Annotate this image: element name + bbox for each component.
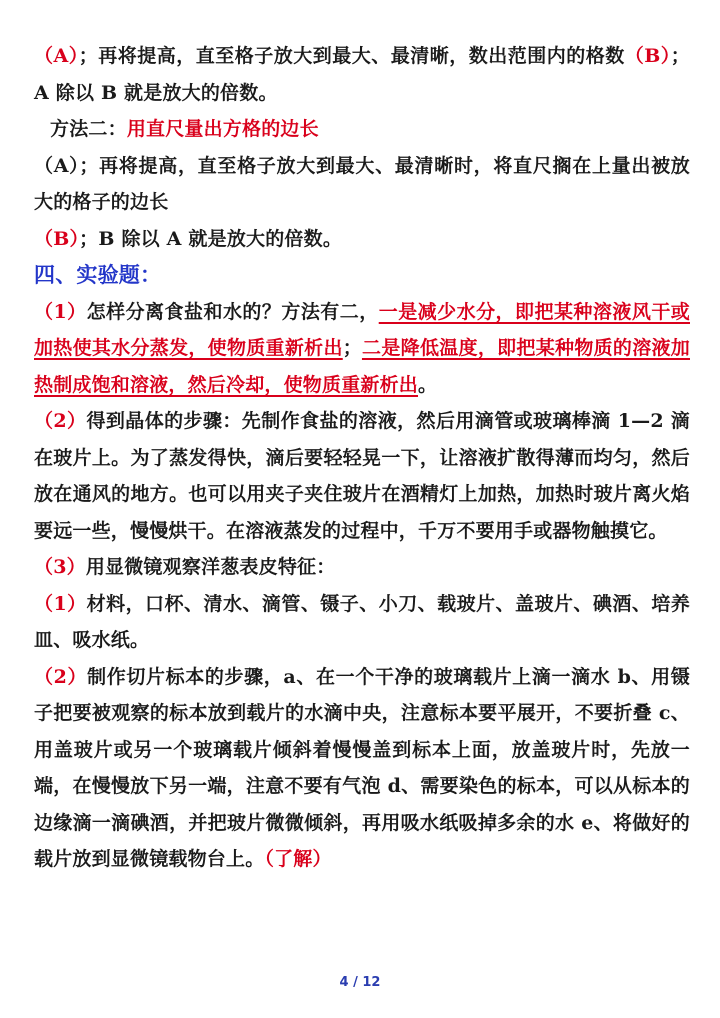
paragraph-question-3 <box>34 549 690 586</box>
text: 材料，口杯、清水、滴管、镊子、小刀、载玻片、盖玻片、碘酒、培养皿、吸水纸。 <box>34 592 690 651</box>
text: ；再将提高，直至格子放大到最大、最清晰，数出范围内的格数 <box>78 45 625 67</box>
text: 制作切片标本的步骤，a、在一个干净的玻璃载片上滴一滴水 b、用镊子把要被观察的标本放到载片的水滴中央，注意标本要平展开，不要折叠 c、用盖玻片或另一个玻璃载片倾斜着慢慢盖到标本上面，放盖玻片时，先放一端，在慢慢放下另一端，注意不要有气泡 d、需要染色的标本，可以从标本的边缘滴一滴碘酒，并把玻片微微倾斜，再用吸水纸吸掉多余的水 e、将做好的载片放到显微镜载物台上。 <box>34 665 690 870</box>
label-b: （B） <box>624 45 671 67</box>
text: ； <box>342 337 362 359</box>
note-tag: （了解） <box>264 848 332 870</box>
item-number: （1） <box>34 300 87 323</box>
document-body <box>34 38 690 878</box>
paragraph-question-2 <box>34 403 690 549</box>
paragraph-procedure <box>34 659 690 878</box>
method-title: 用直尺量出方格的边长 <box>126 118 319 140</box>
paragraph-materials <box>34 586 690 659</box>
item-number: （3） <box>34 556 86 578</box>
answer-method-two: 二是降低温度，即把某种物质的溶液加热制成饱和溶液，然后冷却，使物质重新析出 <box>34 337 690 396</box>
text: ；B 除以 A 就是放大的倍数。 <box>79 227 343 250</box>
section-heading <box>34 257 690 294</box>
paragraph-method-one-continued <box>34 38 690 111</box>
item-number: （2） <box>34 665 88 688</box>
text: ；A 除以 B 就是放大的倍数。 <box>34 45 690 104</box>
text: （A）；再将提高，直至格子放大到最大、最清晰时，将直尺搁在上量出被放大的格子的边长 <box>34 154 690 213</box>
label-a: （A） <box>34 45 79 67</box>
text: 。 <box>418 373 438 396</box>
method-label: 方法二： <box>50 118 127 140</box>
page-number: 4 / 12 <box>339 975 381 990</box>
paragraph-method-two-step-b <box>34 221 690 258</box>
text: 怎样分离食盐和水的？方法有二， <box>86 300 379 323</box>
text: 用显微镜观察洋葱表皮特征： <box>85 556 336 578</box>
label-b: （B） <box>34 227 80 250</box>
paragraph-method-two-step-a <box>34 148 690 221</box>
answer-method-one: 一是减少水分，即把某种溶液风干或加热使其水分蒸发，使物质重新析出 <box>34 300 690 359</box>
text: 得到晶体的步骤：先制作食盐的溶液，然后用滴管或玻璃棒滴 1—2 滴在玻片上。为了蒸发得快，滴后要轻轻晃一下，让溶液扩散得薄而均匀，然后放在通风的地方。也可以用夹子夹住玻片在酒精灯上加热，加热时玻片离火焰要远一些，慢慢烘干。在溶液蒸发的过程中，千万不要用手或器物触摸它。 <box>34 410 690 542</box>
item-number: （2） <box>34 410 87 432</box>
paragraph-method-two <box>34 111 690 148</box>
paragraph-question-1 <box>34 294 690 404</box>
item-number: （1） <box>34 592 87 615</box>
heading-text: 四、实验题： <box>34 262 162 287</box>
